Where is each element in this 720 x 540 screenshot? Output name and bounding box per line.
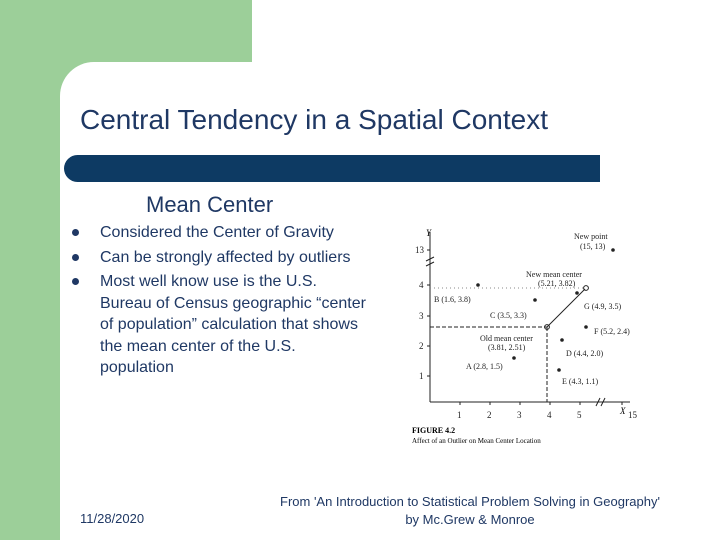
old-mean-label-line1: Old mean center [480,334,533,343]
title-underline-bar [64,155,600,182]
figure-caption-text: Affect of an Outlier on Mean Center Location [412,437,541,445]
data-point [560,338,564,342]
old-mean-label-line2: (3.81, 2.51) [488,343,526,352]
new-mean-label-line1: New mean center [526,270,582,279]
point-label-c: C (3.5, 3.3) [490,311,527,320]
x-tick-label: 5 [577,410,582,420]
y-tick-label: 3 [419,311,424,321]
data-point [584,325,588,329]
point-label-e: E (4.3, 1.1) [562,377,599,386]
figure-mean-center-plot [408,222,680,450]
bullet-dot-icon [72,229,79,236]
footer-source [260,493,680,529]
x-tick-label: 3 [517,410,522,420]
bullet-text: Can be strongly affected by outliers [100,248,351,266]
slide-title: Central Tendency in a Spatial Context [80,104,548,135]
data-point [476,283,480,287]
footer-date: 11/28/2020 [80,511,145,526]
point-label-f: F (5.2, 2.4) [594,327,630,336]
data-point [575,291,579,295]
new-point-label-line1: New point [574,232,608,241]
point-label-g: G (4.9, 3.5) [584,302,622,311]
new-mean-label-line2: (5.21, 3.82) [538,279,576,288]
bullet-item [70,247,370,269]
shift-arrow-line [547,289,585,327]
point-label-d: D (4.4, 2.0) [566,349,604,358]
x-tick-label: 15 [628,410,637,420]
bullet-dot-icon [72,254,79,261]
bullet-list [70,222,370,382]
y-tick-label: 13 [415,245,424,255]
bullet-item [70,222,370,244]
x-axis-label: X [620,406,626,416]
figure-caption-title: FIGURE 4.2 [412,426,456,435]
bullet-text: Considered the Center of Gravity [100,224,334,241]
point-label-a: A (2.8, 1.5) [466,362,503,371]
x-tick-label: 1 [457,410,462,420]
data-point [533,298,537,302]
new-point [611,248,615,252]
new-point-label-line2: (15, 13) [580,242,606,251]
x-ticks [457,402,638,420]
slide-subtitle: Mean Center [146,192,274,217]
footer-source-line2: by Mc.Grew & Monroe [405,512,535,527]
bullet-text: Most well know use is the U.S. Bureau of Census geographic “center of population” calculation that shows the mean center of the U.S. population [100,273,366,376]
y-tick-label: 2 [419,341,424,351]
x-tick-label: 2 [487,410,492,420]
x-tick-label: 4 [547,410,552,420]
y-tick-label: 1 [419,371,424,381]
point-label-b: B (1.6, 3.8) [434,295,471,304]
data-point [512,356,516,360]
y-axis-label: Y [426,228,432,238]
footer-source-line1: From 'An Introduction to Statistical Problem Solving in Geography' [280,494,660,509]
y-tick-label: 4 [419,280,424,290]
point-labels [434,232,630,386]
bullet-dot-icon [72,278,79,285]
data-point [557,368,561,372]
bullet-item [70,271,370,379]
